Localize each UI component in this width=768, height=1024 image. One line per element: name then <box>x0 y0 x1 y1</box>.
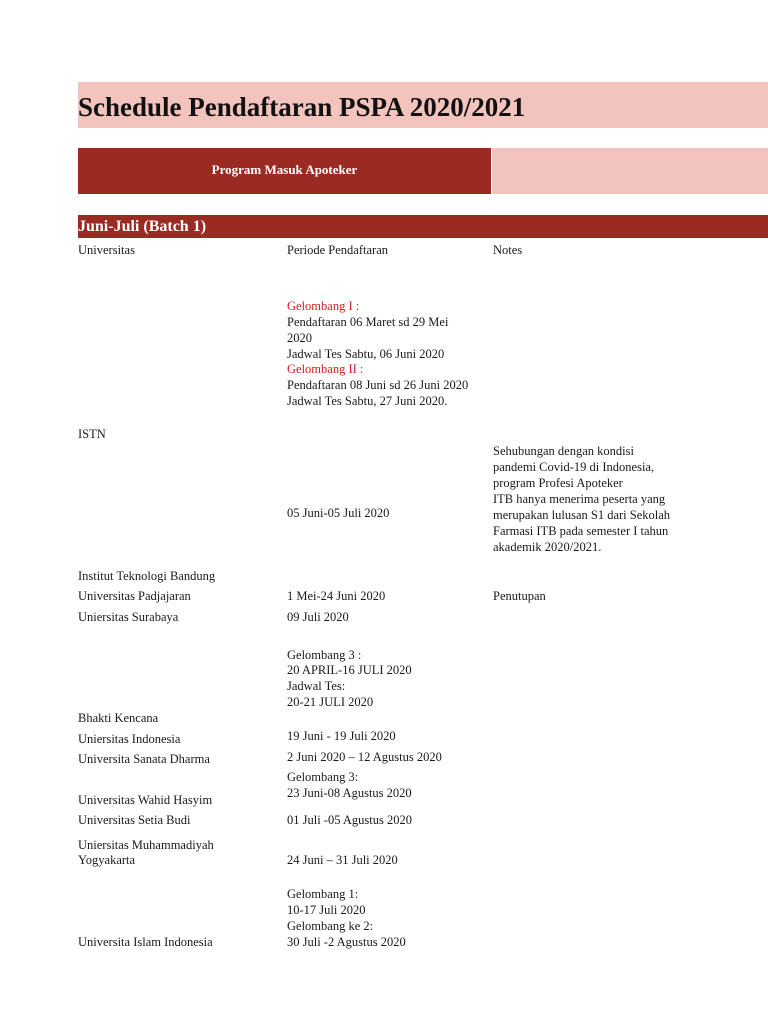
umy-periode: 24 Juni – 31 Juli 2020 <box>287 853 398 867</box>
university-name-itb: Institut Teknologi Bandung <box>78 569 216 583</box>
istn-g1-line: 2020 <box>287 331 312 345</box>
university-name-ui: Uniersitas Indonesia <box>78 732 181 746</box>
uii-line: Gelombang ke 2: <box>287 919 374 933</box>
itb-periode: 05 Juni-05 Juli 2020 <box>287 506 390 520</box>
itb-note-line: Sehubungan dengan kondisi <box>493 444 634 458</box>
university-name-padjajaran: Universitas Padjajaran <box>78 589 191 603</box>
bhakti-line: Gelombang 3 : <box>287 648 362 662</box>
column-header-periode: Periode Pendaftaran <box>287 243 389 257</box>
sanata-periode: 2 Juni 2020 – 12 Agustus 2020 <box>287 750 442 764</box>
program-banner-side <box>492 148 768 194</box>
uii-line: 30 Juli -2 Agustus 2020 <box>287 935 406 949</box>
istn-g1-line: Jadwal Tes Sabtu, 06 Juni 2020 <box>287 347 445 361</box>
university-name-bhakti: Bhakti Kencana <box>78 711 159 725</box>
padjajaran-periode: 1 Mei-24 Juni 2020 <box>287 589 386 603</box>
istn-g2-line: Jadwal Tes Sabtu, 27 Juni 2020. <box>287 394 448 408</box>
batch-label: Juni-Juli (Batch 1) <box>78 218 207 235</box>
batch-banner <box>78 215 768 238</box>
itb-note-line: merupakan lulusan S1 dari Sekolah <box>493 508 671 522</box>
istn-gelombang-2-label: Gelombang II : <box>287 362 364 376</box>
title-bar <box>78 82 768 128</box>
itb-note-line: program Profesi Apoteker <box>493 476 623 490</box>
wahid-line: 23 Juni-08 Agustus 2020 <box>287 786 412 800</box>
uii-line: 10-17 Juli 2020 <box>287 903 366 917</box>
istn-g1-line: Pendaftaran 06 Maret sd 29 Mei <box>287 315 449 329</box>
itb-note-line: ITB hanya menerima peserta yang <box>493 492 666 506</box>
column-header-notes: Notes <box>493 243 523 257</box>
surabaya-periode: 09 Juli 2020 <box>287 610 349 624</box>
wahid-line: Gelombang 3: <box>287 770 359 784</box>
istn-gelombang-1-label: Gelombang I : <box>287 299 360 313</box>
page-title: Schedule Pendaftaran PSPA 2020/2021 <box>78 92 526 122</box>
itb-note-line: akademik 2020/2021. <box>493 540 602 554</box>
itb-note-line: Farmasi ITB pada semester I tahun <box>493 524 669 538</box>
university-name-sanata: Universita Sanata Dharma <box>78 752 210 766</box>
university-name-setia: Universitas Setia Budi <box>78 813 191 827</box>
istn-g2-line: Pendaftaran 08 Juni sd 26 Juni 2020 <box>287 378 469 392</box>
university-name-umy: Uniersitas Muhammadiyah <box>78 838 214 852</box>
ui-periode: 19 Juni - 19 Juli 2020 <box>287 729 396 743</box>
itb-note-line: pandemi Covid-19 di Indonesia, <box>493 460 655 474</box>
university-name-istn: ISTN <box>78 427 106 441</box>
university-name-surabaya: Uniersitas Surabaya <box>78 610 179 624</box>
column-header-universitas: Universitas <box>78 243 135 257</box>
bhakti-line: Jadwal Tes: <box>287 679 346 693</box>
university-name-umy: Yogyakarta <box>78 853 136 867</box>
uii-line: Gelombang 1: <box>287 887 359 901</box>
bhakti-line: 20-21 JULI 2020 <box>287 695 374 709</box>
program-label: Program Masuk Apoteker <box>211 162 358 177</box>
program-banner <box>78 148 491 194</box>
bhakti-line: 20 APRIL-16 JULI 2020 <box>287 663 412 677</box>
university-name-uii: Universita Islam Indonesia <box>78 935 213 949</box>
padjajaran-note: Penutupan <box>493 589 546 603</box>
setia-periode: 01 Juli -05 Agustus 2020 <box>287 813 413 827</box>
university-name-wahid: Universitas Wahid Hasyim <box>78 793 213 807</box>
